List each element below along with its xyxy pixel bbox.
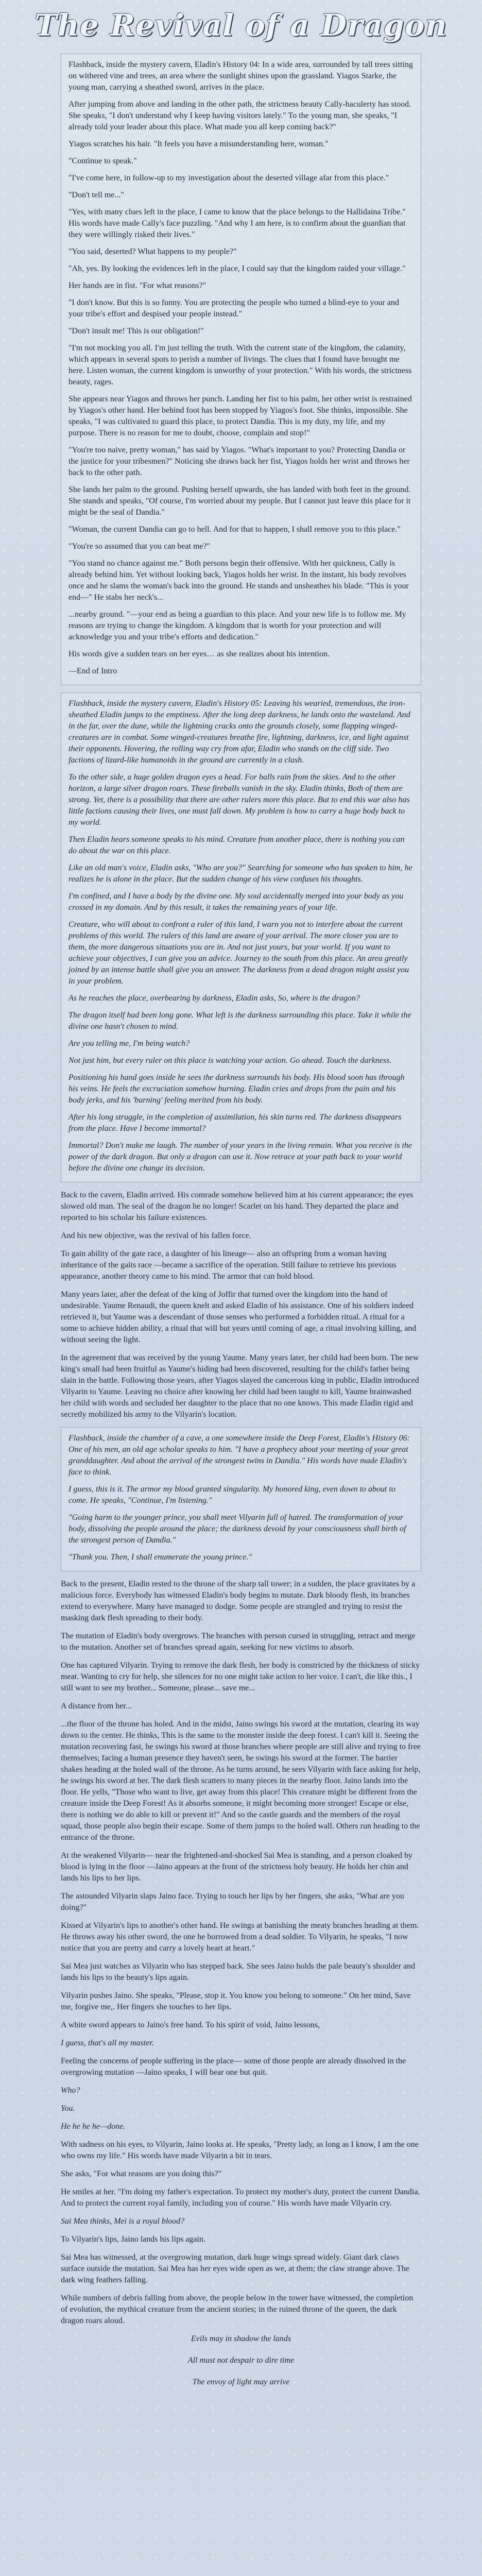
paragraph: "I'm not mocking you all. I'm just telling the truth. With the current state of the kingdom, the calamity, which appears in several spots to perish a number of livings. The clues that I found have brought me here. Listen woman, the current kingdom is unworthy of your protection." With his words, the strictness beauty, rages.: [68, 344, 412, 386]
paragraph: After his long struggle, in the completion of assimilation, his skin turns red. The darkness disappears from the place. Have I become immortal?: [68, 1113, 402, 1133]
paragraph: While numbers of debris falling from above, the people below in the tower have witnessed, the completion of evolution, the mythical creature from the ancient stories; in the ruined throne of the queen, the dark dragon roars aloud.: [61, 2294, 414, 2325]
dialogue-line: Who?: [61, 2086, 80, 2095]
paragraph: The astounded Vilyarin slaps Jaino face. Trying to touch her lips by her fingers, she asks, "What are you doing?": [61, 1892, 404, 1912]
paragraph: Then Eladin hears someone speaks to his mind. Creature from another place, there is nothing you can do about the war on this place.: [68, 835, 405, 855]
paragraph: ...nearby ground. "—your end as being a guardian to this place. And your new life is to follow me. My reasons are trying to change the kingdom. A kingdom that is worth for your protection and will acknowledge you and your tribe's efforts and dedication.": [68, 610, 406, 641]
paragraph: Yiagos scratches his hair. "It feels you have a misunderstanding here, woman.": [68, 140, 329, 148]
thought-line: Sai Mea thinks, Mei is a royal blood?: [61, 2217, 185, 2226]
paragraph: "Yes, with many clues left in the place, I came to know that the place belongs to the Hallidaina Tribe." His words have made Cally's face puzzling. "And why I am here, is to confirm about the guardian that they were willingly risked their lives.": [68, 208, 406, 239]
paragraph: "Thank you. Then, I shall enumerate the young prince.": [68, 1553, 252, 1562]
paragraph: To gain ability of the gate race, a daughter of his lineage— also an offspring from a woman having inheritance of the gaits race —became a sacrifice of the operation. Still failure to retrieve his previous appearance, another theory came to his mind. The armor that can hold blood.: [61, 1249, 397, 1281]
paragraph: She asks, "For what reasons are you doing this?": [61, 2170, 222, 2178]
end-of-intro: —End of Intro: [68, 667, 117, 675]
paragraph: Feeling the concerns of people suffering in the place— some of those people are already dissolved in the overgrowing mutation —Jaino speaks, I will bear one but quit.: [61, 2057, 406, 2077]
paragraph: Flashback, inside the chamber of a cave, a one somewhere inside the Deep Forest, Eladin's History 06: One of his men, an old age scholar speaks to him. "I have a prophecy about your meeting of your great granddaughter. And about the arrival of the strongest twins in Dandia." His words have made Eladin's face to think.: [68, 1434, 410, 1477]
paragraph: And his new objective, was the revival of his fallen force.: [61, 1231, 251, 1240]
paragraph: The dragon itself had been long gone. What left is the darkness surrounding this place. Take it while the divine one hasn't chosen to mind.: [68, 1011, 411, 1031]
paragraph: Back to the cavern, Eladin arrived. His comrade somehow believed him at his current appearance; the eyes slowed old man. The seal of the dragon he no longer! Scarlet on his hand. They departed the place and reported to his scholar his failure existences.: [61, 1191, 414, 1222]
paragraph: "I've come here, in follow-up to my investigation about the deserted village afar from this place.": [68, 174, 389, 182]
paragraph: Vilyarin pushes Jaino. She speaks, "Please, stop it. You know you belong to someone." On her mind, Save me, forgive me,. Her fingers she touches to her lips.: [61, 1991, 411, 2011]
paragraph: Sai Mea just watches as Vilyarin who has stepped back. She sees Jaino holds the pale beauty's shoulder and lands his lips to the beauty's lips again.: [61, 1962, 416, 1982]
dialogue-line: He he he he—done.: [61, 2122, 126, 2131]
paragraph: Creature, who will about to confront a ruler of this land, I warn you not to interfere about the current problems of this world. The rulers of this land are aware of your arrival. The more closer you are to them, the more dangerous situations you are in. And not just yours, but your world. If you want to achieve your objectives, I can give you an advice. Journey to the south from this place. An area greatly joined by an intense battle shall give you an answer. The darkness from a dead dragon might assist you in your problem.: [68, 920, 409, 986]
paragraph: "I don't know. But this is so funny. You are protecting the people who turned a blind-eye to your and your tribe's effort and despised your people instead.": [68, 298, 399, 318]
paragraph: "Don't insult me! This is our obligation!": [68, 327, 204, 335]
paragraph: ...the floor of the throne has holed. And in the midst, Jaino swings his sword at the mutation, clearing its way down to the center. He thinks, This is the same to the monster inside the deep forest. I can't kill it. Seeing the mutation recovering fast, he swings his sword at those branches where people are still alive and trying to free themselves; facing a human presence they haven't seen, he swings his sword at the former. The barrier shakes heading at the holed wall of the throne. As he turns around, he sees Vilyarin with face asking for help, he swings his sword at her. The dark flesh scatters to many pieces in the nearby floor. Jaino lands into the floor. He yells, "Those who want to live, get away from this place! This creature might be different from the creature inside the Deep Forest! As it absorbs someone, it might becoming more stronger! Escape or else, there is nothing we do able to kill or prevent it!" And so the castle guards and the members of the royal squad, those people also begin their escape. Some of them jumps to the holed wall. Others run heading to the entrance of the throne.: [61, 1720, 421, 1842]
paragraph: Her hands are in fist. "For what reasons?": [68, 281, 206, 290]
paragraph: "You said, deserted? What happens to my people?": [68, 247, 237, 256]
poem-line: All must not despair to dire time: [187, 2356, 295, 2365]
paragraph: Are you telling me, I'm being watch?: [68, 1039, 190, 1048]
paragraph: Positioning his hand goes inside he sees the darkness surrounds his body. His blood soon has through his veins. He feels the excruciation somehow burning. Eladin cries and drops from the pain and his body jerks, and his 'burning' feeling merited from his body.: [68, 1073, 405, 1105]
paragraph: "Don't tell me...": [68, 191, 124, 199]
paragraph: She lands her palm to the ground. Pushing herself upwards, she has landed with both feet in the ground. She stands and speaks, "Of course, I'm worried about my people. But I cannot just leave this place for it might be the seal of Dandia.": [68, 485, 411, 517]
paragraph: "Ah, yes. By looking the evidences left in the place, I could say that the kingdom raided your village.": [68, 264, 406, 273]
thought-line: I guess, that's all my master.: [61, 2039, 154, 2047]
eladin-history-05-box: [61, 692, 421, 1182]
paragraph: "Going harm to the younger prince, you shall meet Vilyarin full of hatred. The transformation of your body, dissolving the people around the place; the darkness devoid by your consciousness shall birth of the strongest person of Dandia.": [68, 1513, 406, 1545]
paragraph: Flashback, inside the mystery cavern, Eladin's History 04: In a wide area, surrounded by tall trees sitting on withered vine and trees, an area where the sunlight shines upon the grassland. Yiagos Starke, the young man, carrying a sheathed sword, arrives in the place.: [68, 60, 413, 92]
paragraph: Not just him, but every ruler on this place is watching your action. Go ahead. Touch the darkness.: [68, 1056, 392, 1065]
paragraph: Flashback, inside the mystery cavern, Eladin's History 05: Leaving his wearied, tremendous, the iron-sheathed Eladin jumps to the emptiness. After the long deep darkness, he lands onto the wasteland. And in the far, over the dune, while the lightning cracks onto the grounds closely, some flapping winged-creatures are in combat. Some winged-creatures breathe fire, lightning, darkness, ice, and light against their opponents. Hovering, the rolling way cry from afar, Eladin who stands on the cliff side. Two factions of lizard-like humanoids in the ground are currently in a clash.: [68, 699, 410, 765]
paragraph: "Woman, the current Dandia can go to hell. And for that to happen, I shall remove you to this place.": [68, 525, 401, 534]
paragraph: After jumping from above and landing in the other path, the strictness beauty Cally-haculerty has stood. She speaks, "I don't understand why I keep having visitors lately." To the young man, she speaks, "I already told your leader about this place. What made you all keep coming back?": [68, 100, 411, 131]
poem-line: The envoy of light may arrive: [192, 2378, 290, 2386]
paragraph: His words give a sudden tears on her eyes… as she realizes about his intention.: [68, 650, 330, 658]
paragraph: In the agreement that was received by the young Yaume. Many years later, her child had been born. The new king's small had been fruitful as Yaume's hiding had been discovered, resulting for the child's father being slain in the battle. Following those years, after Yiagos slayed the cancerous king in public, Eladin introduced Vilyarin to Yaume. Leaving no choice after knowing her child had been taught to kill, Yaume brainwashed her child with words and secluded her daughter to the place that no one knows. This made Eladin rigid and secretly mobilized his army to the Vilyarin's location.: [61, 1353, 419, 1419]
paragraph: Sai Mea has witnessed, at the overgrowing mutation, dark huge wings spread widely. Giant dark claws surface outside the mutation. Sai Mea has her eyes wide open as we, at them; the claw strange above. The dark wing feathers falling.: [61, 2253, 409, 2284]
paragraph: "You're too naive, pretty woman," has said by Yiagos. "What's important to you? Protecting Dandia or the justice for your tribesmen?" Noticing she draws back her fist, Yiagos holds her wrist and throws her back to the other path.: [68, 446, 410, 477]
paragraph: With sadness on his eyes, to Vilyarin, Jaino looks at. He speaks, "Pretty lady, as long as I know, I am the one who owns my life." His words have made Vilyarin a bit in tears.: [61, 2140, 419, 2160]
chapter-title: The Revival of a Dragon: [35, 8, 447, 43]
paragraph: To the other side, a huge golden dragon eyes a head. For balls rain from the skies. And to the other horizon, a large silver dragon roars. These fireballs vanish in the sky. Eladin thinks, Both of them are strong. Yet, there is a possibility that there are other rulers more this place. But to end this war also has little factions causing their lives, one must fall down. My problem is how to carry a huge body back to my world.: [68, 773, 410, 827]
paragraph: Like an old man's voice, Eladin asks, "Who are you?" Searching for someone who has spoken to him, he realizes he is alone in the place. But the sudden change of his view confuses his thoughts.: [68, 863, 412, 884]
paragraph: A white sword appears to Jaino's free hand. To his spirit of void, Jaino lessons,: [61, 2021, 320, 2029]
paragraph: The mutation of Eladin's body overgrows. The branches with person cursed in struggling, retract and merge to the mutation. Another set of branches spread again, seeking for new victims to absorb.: [61, 1632, 416, 1652]
paragraph: One has captured Vilyarin. Trying to remove the dark flesh, her body is constricted by the thickness of sticky meat. Wanting to cry for help, she silences for no one might take action to her voice. I can't, die like this., I still want to see my brother... Someone, please... save me...: [61, 1661, 420, 1692]
paragraph: As he reaches the place, overbearing by darkness, Eladin asks, So, where is the dragon?: [68, 994, 360, 1003]
paragraph: He smiles at her. "I'm doing my father's expectation. To protect my mother's duty, protect the current Dandia. And to protect the current royal family, including you of course." His words have made Vilyarin cry.: [61, 2188, 420, 2208]
paragraph: I guess, this is it. The armor my blood granted singularity. My honored king, even down to about to come. He speaks, "Continue, I'm listening.": [68, 1485, 395, 1505]
paragraph: "You're so assumed that you can beat me?": [68, 542, 211, 551]
eladin-history-06-box: [61, 1427, 421, 1571]
paragraph: Immortal? Don't make me laugh. The number of your years in the living remain. What you receive is the power of the dark dragon. But only a dragon can use it. Now retrace at your path back to your world before the divine one change its decision.: [68, 1141, 412, 1173]
paragraph: I'm confined, and I have a body by the divine one. My soul accidentally merged into your body as you crossed in my domain. And by this result, it takes the remaining years of your life.: [68, 892, 404, 912]
closing-poem: [61, 2333, 421, 2388]
paragraph: Kissed at Vilyarin's lips to another's other hand. He swings at banishing the meaty branches heading at them. He throws away his other sword, the one he borrowed from a dead soldier. To Vilyarin, he speaks, "I now notice that you are pretty and carry a lovely heart at heart.": [61, 1921, 419, 1953]
story-column: [61, 54, 421, 2398]
paragraph: She appears near Yiagos and throws her punch. Landing her fist to his palm, her other wrist is restrained by Yiagos's other hand. Her behind foot has been stopped by Yiagos's foot. She thinks, impossible. She speaks, "I was cultivated to guard this place, to protect Dandia. This is my duty, my life, and my purpose. There is no reason for me to doubt, choose, complain and stop!": [68, 395, 412, 437]
paragraph: To Vilyarin's lips, Jaino lands his lips again.: [61, 2235, 205, 2244]
paragraph: Many years later, after the defeat of the king of Joffir that turned over the kingdom into the hand of undesirable. Yaume Renaudi, the queen knelt and asked Eladin of his assistance. One of his soldiers indeed retrieved it, but Yaume was a descendant of those senses who performed a forbidden ritual. A ritual for a some to achieve hidden ability, a ritual that will but years until coming of age, a ritual involving killing, and without seeing the light.: [61, 1290, 417, 1344]
poem-line: Evils may in shadow the lands: [191, 2334, 291, 2343]
intro-flashback-box: [61, 54, 421, 685]
paragraph: "Continue to speak.": [68, 157, 137, 165]
paragraph: "You stand no chance against me." Both persons begin their offensive. With her quickness, Cally is already behind him. Yet without looking back, Yiagos holds her wrist. In the instant, his body revolves once and he slams the woman's back into the ground. He stands and unsheathes his blade. "This is your end—" He stabs her neck's...: [68, 559, 409, 602]
scene-break: A distance from her...: [61, 1702, 132, 1710]
paragraph: Back to the present, Eladin rested to the throne of the sharp tall tower; in a sudden, the place gravitates by a malicious force. Everybody has witnessed Eladin's body begins to mutate. Dark bloody flesh, its branches extend to everywhere. Many have managed to dodge. Some people are strangled and trying to resist the masking dark flesh spreading to their body.: [61, 1580, 416, 1622]
dialogue-line: You.: [61, 2104, 75, 2113]
paragraph: At the weakened Vilyarin— near the frightened-and-shocked Sai Mea is standing, and a person cloaked by blood is lying in the floor —Jaino appears at the front of the strictness holy beauty. He holds her chin and lands his lips to her lips.: [61, 1851, 412, 1883]
